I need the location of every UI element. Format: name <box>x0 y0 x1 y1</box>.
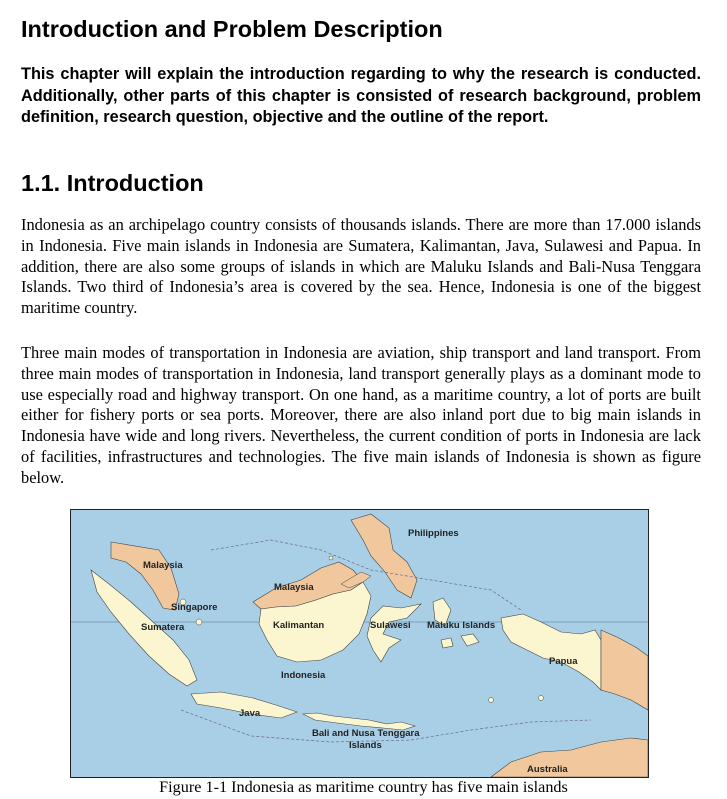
label-indonesia: Indonesia <box>281 670 326 681</box>
label-australia: Australia <box>527 764 568 775</box>
indonesia-map-figure <box>70 509 649 778</box>
label-sulawesi: Sulawesi <box>370 620 411 631</box>
label-singapore: Singapore <box>171 602 218 613</box>
aru-island <box>539 696 544 701</box>
buru-land <box>441 638 453 648</box>
label-philippines: Philippines <box>408 528 459 539</box>
label-maluku: Maluku Islands <box>427 620 496 631</box>
indonesia-map <box>71 510 648 777</box>
chapter-title: Introduction and Problem Description <box>21 16 443 42</box>
label-kalimantan: Kalimantan <box>273 620 325 631</box>
bangka-island <box>196 619 202 625</box>
label-sumatera: Sumatera <box>141 622 185 633</box>
chapter-summary: This chapter will explain the introduction regarding to why the research is conducted. Additionally, other parts of this chapter is consisted of research background, problem definition, research question, objective and the outline of the report. <box>21 65 701 126</box>
label-bali-islands: Islands <box>349 740 382 751</box>
label-java: Java <box>239 708 261 719</box>
tanimbar-island <box>489 698 494 703</box>
label-bali-nusa-tenggara: Bali and Nusa Tenggara <box>312 728 420 739</box>
paragraph-1: Indonesia as an archipelago country consists of thousands islands. There are more than 17.000 islands in Indonesia. Five main islands in Indonesia are Sumatera, Kalimantan, Java, Sulawesi and Papua. In addition, there are also some groups of islands in which are Maluku Islands and Bali-Nusa Tenggara Islands. Two third of Indonesia’s area is covered by the sea. Hence, Indonesia is one of the biggest maritime country. <box>21 215 701 318</box>
label-malaysia-peninsula: Malaysia <box>143 560 183 571</box>
section-title: 1.1. Introduction <box>21 170 204 196</box>
label-malaysia-borneo: Malaysia <box>274 582 314 593</box>
label-papua: Papua <box>549 656 578 667</box>
paragraph-2: Three main modes of transportation in Indonesia are aviation, ship transport and land transport. From three main modes of transportation in Indonesia, land transport generally plays as a dominant mode to use especially road and highway transport. On one hand, as a maritime country, a lot of ports are built either for fishery ports or sea ports. Moreover, there are also inland port due to big main islands in Indonesia have wide and long rivers. Nevertheless, the current condition of ports in Indonesia are lack of facilities, infrastructures and technologies. The five main islands of Indonesia is shown as figure below. <box>21 343 701 487</box>
natuna-island <box>329 556 333 560</box>
figure-caption: Figure 1-1 Indonesia as maritime country has five main islands <box>159 778 568 796</box>
